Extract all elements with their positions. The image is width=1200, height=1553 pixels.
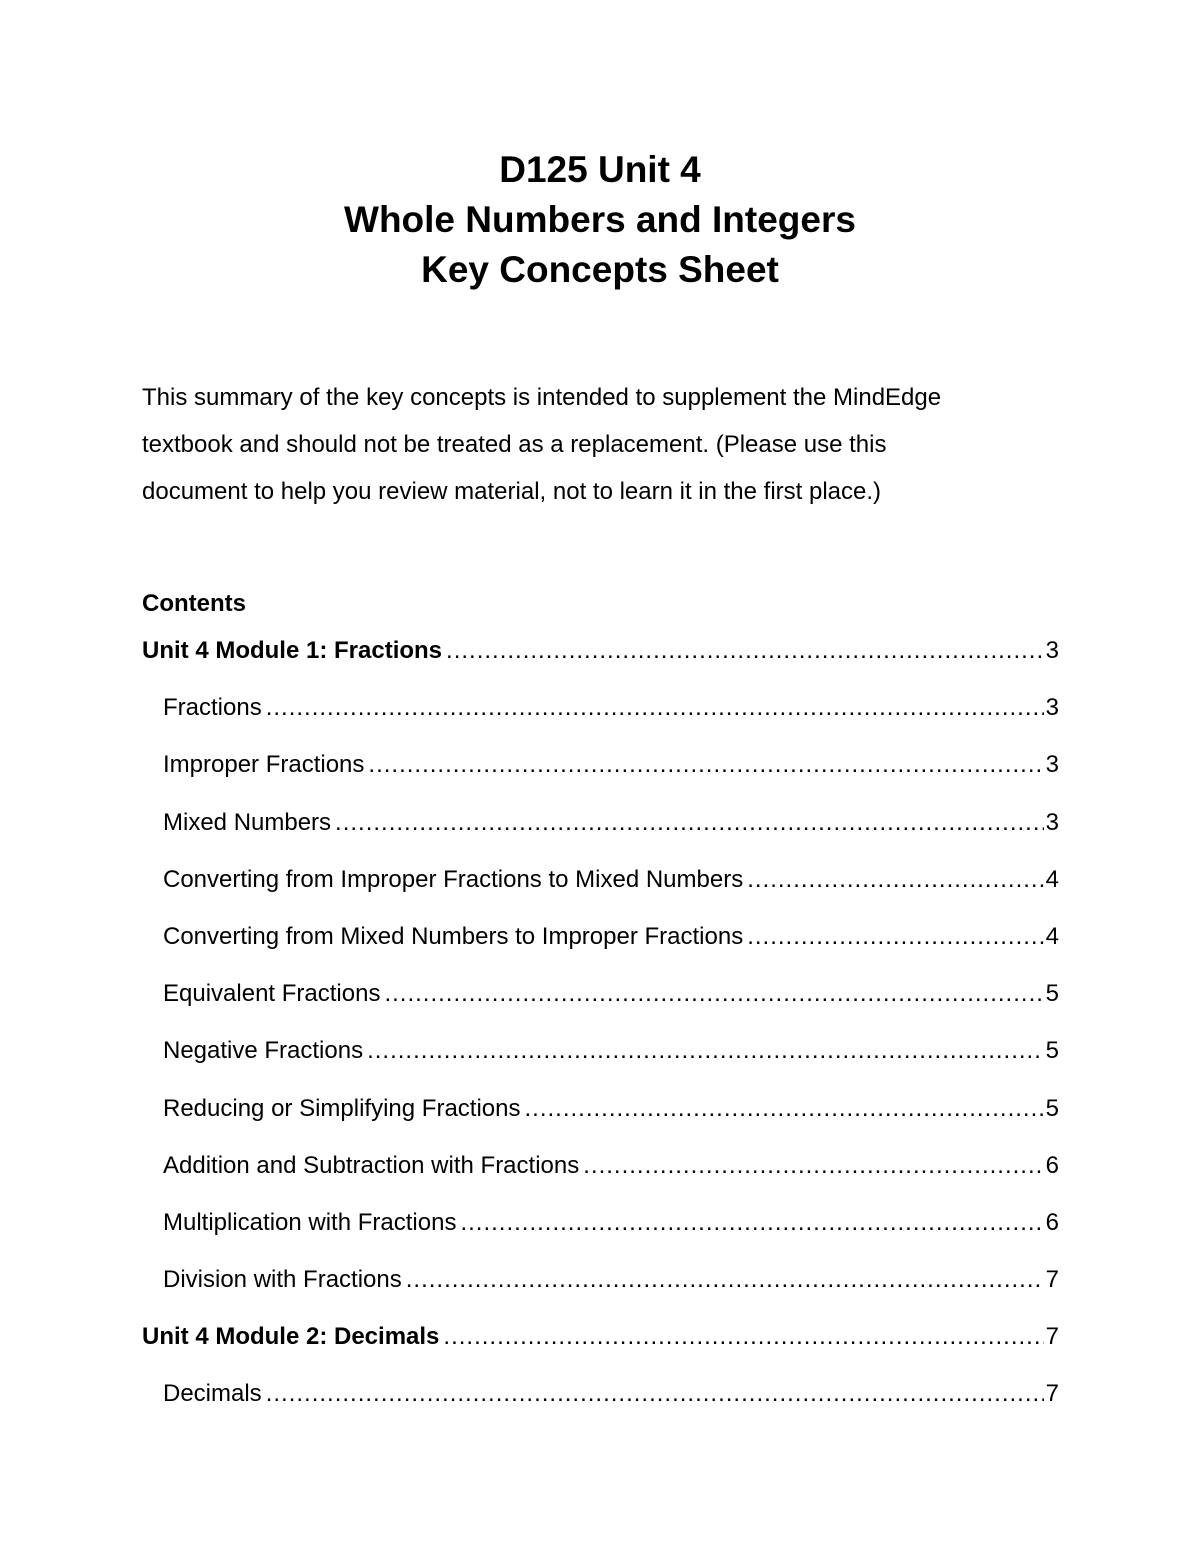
toc-dot-leader <box>524 1091 1043 1127</box>
toc-page-number: 5 <box>1045 1037 1059 1065</box>
toc-dot-leader <box>406 1262 1044 1298</box>
intro-line: document to help you review material, not to learn it in the first place.) <box>142 478 882 505</box>
toc-entry-mixed-numbers[interactable] <box>142 805 1059 862</box>
toc-page-number: 5 <box>1045 980 1059 1008</box>
intro-line: textbook and should not be treated as a replacement. (Please use this <box>142 431 887 458</box>
toc-dot-leader <box>460 1205 1043 1241</box>
toc-dot-leader <box>443 1319 1043 1355</box>
toc-entry-negative-fractions[interactable] <box>142 1033 1059 1090</box>
toc-page-number: 3 <box>1045 751 1059 779</box>
toc-page-number: 4 <box>1045 865 1059 893</box>
toc-entry-label: Equivalent Fractions <box>163 980 381 1008</box>
toc-entry-label: Unit 4 Module 1: Fractions <box>142 637 443 664</box>
intro-paragraph <box>142 374 1072 515</box>
table-of-contents <box>142 633 1059 1434</box>
toc-entry-module-2-decimals[interactable] <box>142 1319 1059 1376</box>
toc-entry-improper-fractions[interactable] <box>142 747 1059 804</box>
toc-entry-addition-subtraction[interactable] <box>142 1148 1059 1205</box>
toc-dot-leader <box>446 633 1044 669</box>
toc-dot-leader <box>367 1033 1044 1069</box>
toc-page-number: 6 <box>1045 1208 1059 1236</box>
toc-dot-leader <box>266 690 1044 726</box>
toc-entry-fractions[interactable] <box>142 690 1059 747</box>
toc-entry-division[interactable] <box>142 1262 1059 1319</box>
toc-entry-multiplication[interactable] <box>142 1205 1059 1262</box>
document-title <box>0 145 1200 295</box>
toc-entry-label: Multiplication with Fractions <box>163 1208 457 1236</box>
toc-dot-leader <box>335 805 1044 841</box>
toc-entry-decimals[interactable] <box>142 1376 1059 1433</box>
toc-entry-label: Converting from Improper Fractions to Mixed Numbers <box>163 865 744 893</box>
toc-entry-improper-to-mixed[interactable] <box>142 862 1059 919</box>
toc-dot-leader <box>747 919 1043 955</box>
toc-dot-leader <box>266 1376 1044 1412</box>
toc-page-number: 3 <box>1045 637 1059 664</box>
toc-entry-label: Reducing or Simplifying Fractions <box>163 1094 521 1122</box>
toc-entry-mixed-to-improper[interactable] <box>142 919 1059 976</box>
toc-entry-label: Fractions <box>163 694 262 722</box>
toc-page-number: 6 <box>1045 1151 1059 1179</box>
toc-page-number: 7 <box>1045 1266 1059 1294</box>
toc-page-number: 4 <box>1045 922 1059 950</box>
toc-entry-label: Division with Fractions <box>163 1266 402 1294</box>
toc-page-number: 3 <box>1045 808 1059 836</box>
title-sheet-type: Key Concepts Sheet <box>421 249 779 290</box>
toc-entry-reducing-fractions[interactable] <box>142 1091 1059 1148</box>
contents-heading: Contents <box>142 590 246 617</box>
toc-page-number: 5 <box>1045 1094 1059 1122</box>
toc-dot-leader <box>583 1148 1043 1184</box>
toc-entry-label: Improper Fractions <box>163 751 365 779</box>
toc-entry-label: Mixed Numbers <box>163 808 332 836</box>
toc-page-number: 7 <box>1045 1323 1059 1351</box>
toc-page-number: 3 <box>1045 694 1059 722</box>
toc-dot-leader <box>368 747 1043 783</box>
toc-entry-label: Unit 4 Module 2: Decimals <box>142 1323 440 1351</box>
toc-entry-equivalent-fractions[interactable] <box>142 976 1059 1033</box>
toc-entry-module-1-fractions[interactable] <box>142 633 1059 690</box>
toc-page-number: 7 <box>1045 1380 1059 1408</box>
toc-entry-label: Negative Fractions <box>163 1037 364 1065</box>
toc-dot-leader <box>384 976 1043 1012</box>
title-course: D125 Unit 4 <box>499 149 701 190</box>
toc-dot-leader <box>747 862 1043 898</box>
toc-entry-label: Addition and Subtraction with Fractions <box>163 1151 580 1179</box>
title-subject: Whole Numbers and Integers <box>344 199 856 240</box>
toc-entry-label: Decimals <box>163 1380 262 1408</box>
toc-entry-label: Converting from Mixed Numbers to Improper Fractions <box>163 922 744 950</box>
intro-line: This summary of the key concepts is intended to supplement the MindEdge <box>142 384 942 411</box>
